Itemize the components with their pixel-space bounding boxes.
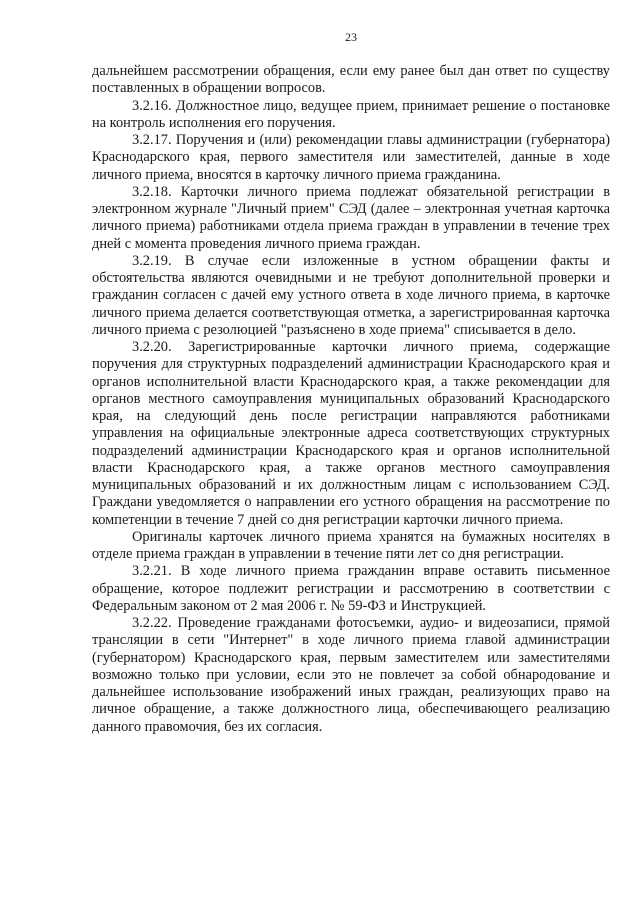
paragraph-3-2-18: 3.2.18. Карточки личного приема подлежат обязательной регистрации в электронном журнале "Личный прием" СЭД (далее – электронная учетная карточка личного приема) работниками отдела приема граждан в управлении в течение трех дней с момента проведения личного приема граждан. — [92, 183, 610, 252]
page-number: 23 — [345, 30, 357, 44]
paragraph-3-2-20: 3.2.20. Зарегистрированные карточки личного приема, содержащие поручения для структурных подразделений администрации Краснодарского края и органов исполнительной власти Краснодарского края, а также рекомендации для органов местного самоуправления муниципальных образований Краснодарского края, на следующий день после регистрации направляются работниками управления на официальные электронные адреса соответствующих структурных подразделений администрации Краснодарского края и органов исполнительной власти Краснодарского края, а также органов местного самоуправления муниципальных образований и их должностным лицам с использованием СЭД. Граждани уведомляется о направлении его устного обращения на рассмотрение по компетенции в течение 7 дней со дня регистрации карточки личного приема. — [92, 339, 610, 528]
paragraph-originals: Оригиналы карточек личного приема хранятся на бумажных носителях в отделе приема граждан в управлении в течение пяти лет со дня регистрации. — [92, 528, 610, 562]
paragraph-3-2-22: 3.2.22. Проведение гражданами фотосъемки, аудио- и видеозаписи, прямой трансляции в сети "Интернет" в ходе личного приема главой администрации (губернатором) Краснодарского края, первым заместителем или заместителями возможно только при условии, если это не повлечет за собой обнародование и дальнейшее использование изображений иных граждан, реализующих право на личное обращение, а также должностного лица, обеспечивающего реализацию данного правомочия, без их согласия. — [92, 615, 610, 735]
paragraph-3-2-19: 3.2.19. В случае если изложенные в устном обращении факты и обстоятельства являются очевидными и не требуют дополнительной проверки и гражданин согласен с дачей ему устного ответа в ходе личного приема, в карточке личного приема делается соответствующая отметка, а зарегистрированная карточка личного приема с резолюцией "разъяснено в ходе приема" списывается в дело. — [92, 252, 610, 338]
paragraph-3-2-16: 3.2.16. Должностное лицо, ведущее прием, принимает решение о постановке на контроль исполнения его поручения. — [92, 97, 610, 131]
document-body — [92, 63, 610, 736]
paragraph-continuation: дальнейшем рассмотрении обращения, если ему ранее был дан ответ по существу поставленных в обращении вопросов. — [92, 63, 610, 97]
paragraph-3-2-17: 3.2.17. Поручения и (или) рекомендации главы администрации (губернатора) Краснодарского края, первого заместителя или заместителей, данные в ходе личного приема, вносятся в карточку личного приема гражданина. — [92, 132, 610, 183]
paragraph-3-2-21: 3.2.21. В ходе личного приема гражданин вправе оставить письменное обращение, которое подлежит регистрации и рассмотрению в соответствии с Федеральным законом от 2 мая 2006 г. № 59-ФЗ и Инструкцией. — [92, 563, 610, 614]
